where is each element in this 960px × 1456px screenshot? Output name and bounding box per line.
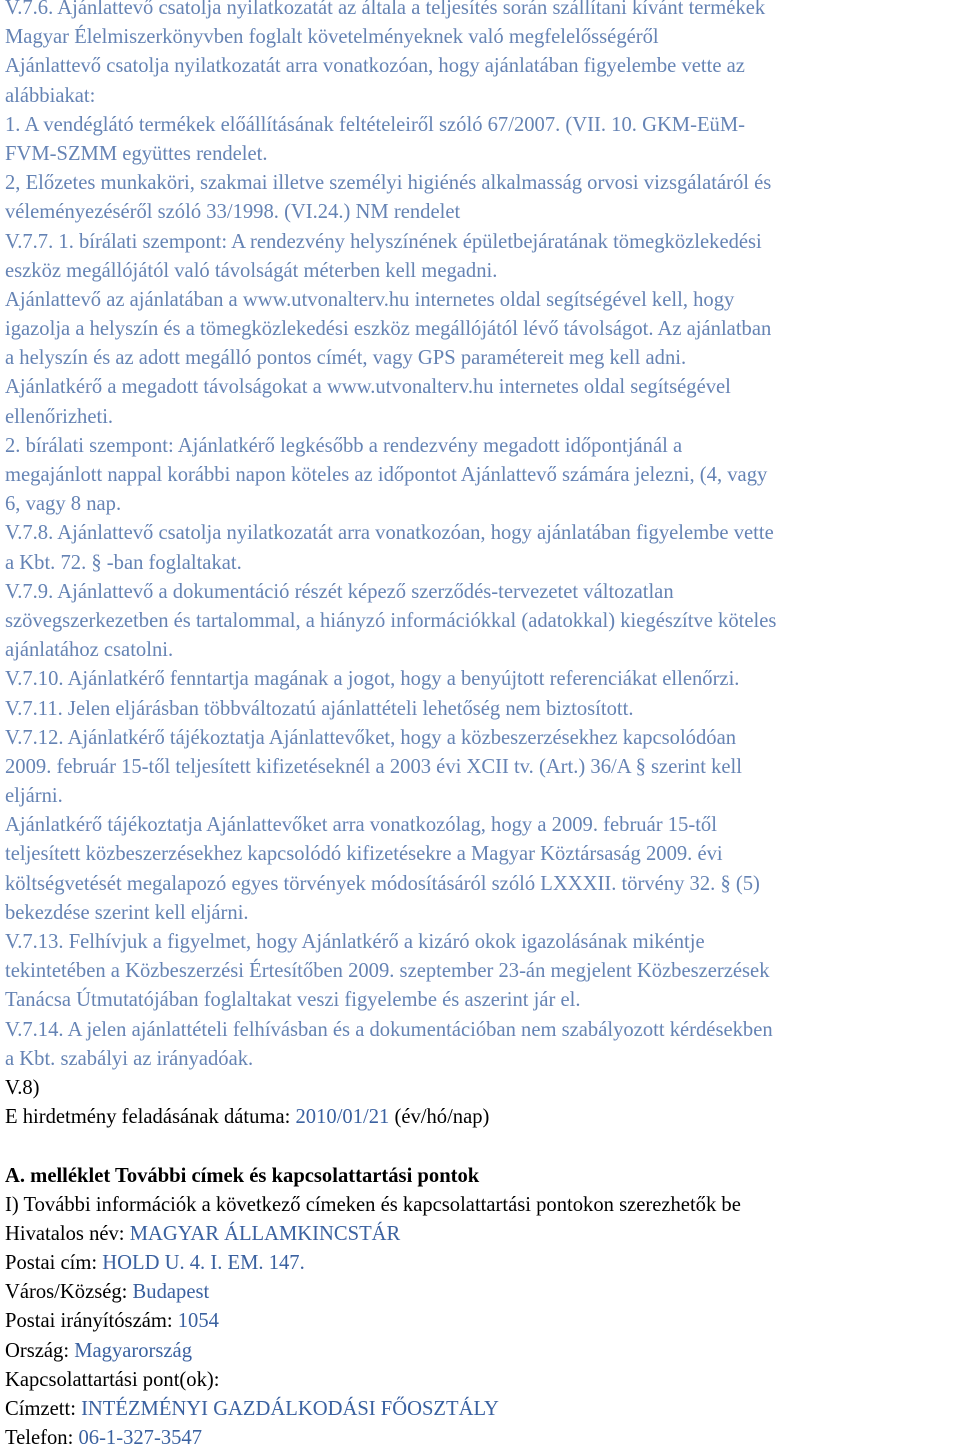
field-label: Kapcsolattartási pont(ok):	[5, 1368, 220, 1391]
spacer	[5, 1132, 955, 1161]
body-line: FVM-SZMM együttes rendelet.	[5, 142, 268, 165]
field-value: INTÉZMÉNYI GAZDÁLKODÁSI FŐOSZTÁLY	[81, 1398, 499, 1420]
body-line: V.7.9. Ajánlattevő a dokumentáció részét képező szerződés-tervezetet változatlan	[5, 580, 674, 603]
field-city	[5, 1278, 955, 1307]
field-label: Postai irányítószám:	[5, 1310, 178, 1333]
body-line: megajánlott nappal korábbi napon köteles az időpontot Ajánlattevő számára jelezni, (4, vagy	[5, 464, 768, 486]
body-line: eljárni.	[5, 785, 63, 808]
field-label: Postai cím:	[5, 1252, 103, 1275]
body-line: 2009. február 15-től teljesített kifizetéseknél a 2003 évi XCII tv. (Art.) 36/A § szerint kell	[5, 755, 742, 778]
body-line: 2. bírálati szempont: Ajánlatkérő legkésőbb a rendezvény megadott időpontjánál a	[5, 434, 683, 457]
body-line: 1. A vendéglátó termékek előállításának feltételeiről szóló 67/2007. (VII. 10. GKM-EüM-	[5, 113, 746, 136]
field-postal-address	[5, 1249, 955, 1278]
field-value: Budapest	[132, 1281, 210, 1304]
body-line: ellenőrizheti.	[5, 405, 114, 428]
document-page	[5, 0, 955, 1453]
body-line: Magyar Élelmiszerkönyvben foglalt követelményeknek való megfelelősségéről	[5, 26, 659, 49]
field-country	[5, 1337, 955, 1366]
body-line: ajánlatához csatolni.	[5, 639, 174, 662]
body-line: V.7.12. Ajánlatkérő tájékoztatja Ajánlattevőket, hogy a közbeszerzésekhez kapcsolódóan	[5, 726, 737, 749]
body-line: V.7.14. A jelen ajánlattételi felhívásban és a dokumentációban nem szabályozott kérdésekben	[5, 1018, 773, 1041]
field-label: Címzett:	[5, 1398, 82, 1420]
field-contact-points	[5, 1366, 955, 1395]
body-line: Tanácsa Útmutatójában foglaltakat veszi figyelembe és aszerint jár el.	[5, 989, 581, 1012]
body-line: alábbiakat:	[5, 84, 96, 107]
annex-intro: I) További információk a következő címeken és kapcsolattartási pontokon szerezhetők be	[5, 1193, 741, 1216]
body-line: Ajánlatkérő a megadott távolságokat a www.utvonalterv.hu internetes oldal segítségével	[5, 376, 731, 399]
body-line: V.7.8. Ajánlattevő csatolja nyilatkozatát arra vonatkozóan, hogy ajánlatában figyelembe vette	[5, 522, 774, 545]
body-line: igazolja a helyszín és a tömegközlekedési eszköz megállójától lévő távolságot. Az ajánlatban	[5, 318, 772, 341]
body-line: V.7.11. Jelen eljárásban többváltozatú ajánlattételi lehetőség nem biztosított.	[5, 697, 634, 720]
body-line: V.7.7. 1. bírálati szempont: A rendezvény helyszínének épületbejáratának tömegközlekedési	[5, 230, 762, 253]
dispatch-date-label: E hirdetmény feladásának dátuma:	[5, 1106, 296, 1129]
field-label: Város/Község:	[5, 1281, 133, 1304]
body-line: V.7.6. Ajánlattevő csatolja nyilatkozatát az általa a teljesítés során szállítani kívánt termékek	[5, 0, 766, 19]
dispatch-date-value: 2010/01/21	[295, 1106, 390, 1129]
body-line: véleményezéséről szóló 33/1998. (VI.24.) NM rendelet	[5, 201, 461, 224]
body-line: a helyszín és az adott megálló pontos címét, vagy GPS paramétereit meg kell adni.	[5, 347, 687, 370]
field-value: 1054	[177, 1310, 219, 1333]
field-value: Magyarország	[74, 1339, 192, 1362]
body-line: Ajánlattevő csatolja nyilatkozatát arra vonatkozóan, hogy ajánlatában figyelembe vette az	[5, 55, 745, 78]
body-line: eszköz megállójától való távolságát méterben kell megadni.	[5, 259, 498, 282]
annex-title: A. melléklet További címek és kapcsolattartási pontok	[5, 1164, 480, 1187]
field-addressee	[5, 1395, 955, 1424]
body-line: Ajánlatkérő tájékoztatja Ajánlattevőket arra vonatkozólag, hogy a 2009. február 15-től	[5, 814, 717, 837]
field-value: 06-1-327-3547	[78, 1427, 203, 1450]
body-line: teljesített közbeszerzésekhez kapcsolódó kifizetésekre a Magyar Köztársaság 2009. évi	[5, 843, 723, 866]
body-line: V.7.10. Ajánlatkérő fenntartja magának a jogot, hogy a benyújtott referenciákat ellenőrzi.	[5, 668, 740, 691]
dispatch-date-suffix: (év/hó/nap)	[389, 1106, 490, 1129]
body-line: a Kbt. 72. § -ban foglaltakat.	[5, 551, 242, 574]
body-line: tekintetében a Közbeszerzési Értesítőben 2009. szeptember 23-án megjelent Közbeszerzések	[5, 960, 770, 983]
field-value: MAGYAR ÁLLAMKINCSTÁR	[129, 1222, 401, 1245]
field-official-name	[5, 1220, 955, 1249]
body-line: V.7.13. Felhívjuk a figyelmet, hogy Ajánlatkérő a kizáró okok igazolásának mikéntje	[5, 931, 705, 953]
field-postal-code	[5, 1307, 955, 1336]
body-line: 6, vagy 8 nap.	[5, 493, 122, 516]
body-line: Ajánlattevő az ajánlatában a www.utvonalterv.hu internetes oldal segítségével kell, hogy	[5, 288, 735, 311]
dispatch-date-row	[5, 1103, 955, 1132]
body-line: bekezdése szerint kell eljárni.	[5, 901, 249, 924]
annex-fields	[5, 1220, 955, 1454]
field-label: Ország:	[5, 1339, 75, 1362]
body-line: a Kbt. szabályi az irányadóak.	[5, 1047, 254, 1070]
field-label: Hivatalos név:	[5, 1222, 130, 1245]
body-line: 2, Előzetes munkaköri, szakmai illetve személyi higiénés alkalmasság orvosi vizsgálatáról és	[5, 172, 772, 195]
body-line: költségvetését megalapozó egyes törvények módosításáról szóló LXXXII. törvény 32. § (5)	[5, 872, 760, 895]
section-v8-heading: V.8)	[5, 1076, 40, 1099]
field-phone	[5, 1424, 955, 1453]
body-line: szövegszerkezetben és tartalommal, a hiányzó információkkal (adatokkal) kiegészítve köteles	[5, 609, 777, 632]
main-body	[5, 0, 955, 1074]
field-label: Telefon:	[5, 1427, 79, 1450]
field-value: HOLD U. 4. I. EM. 147.	[102, 1252, 305, 1275]
